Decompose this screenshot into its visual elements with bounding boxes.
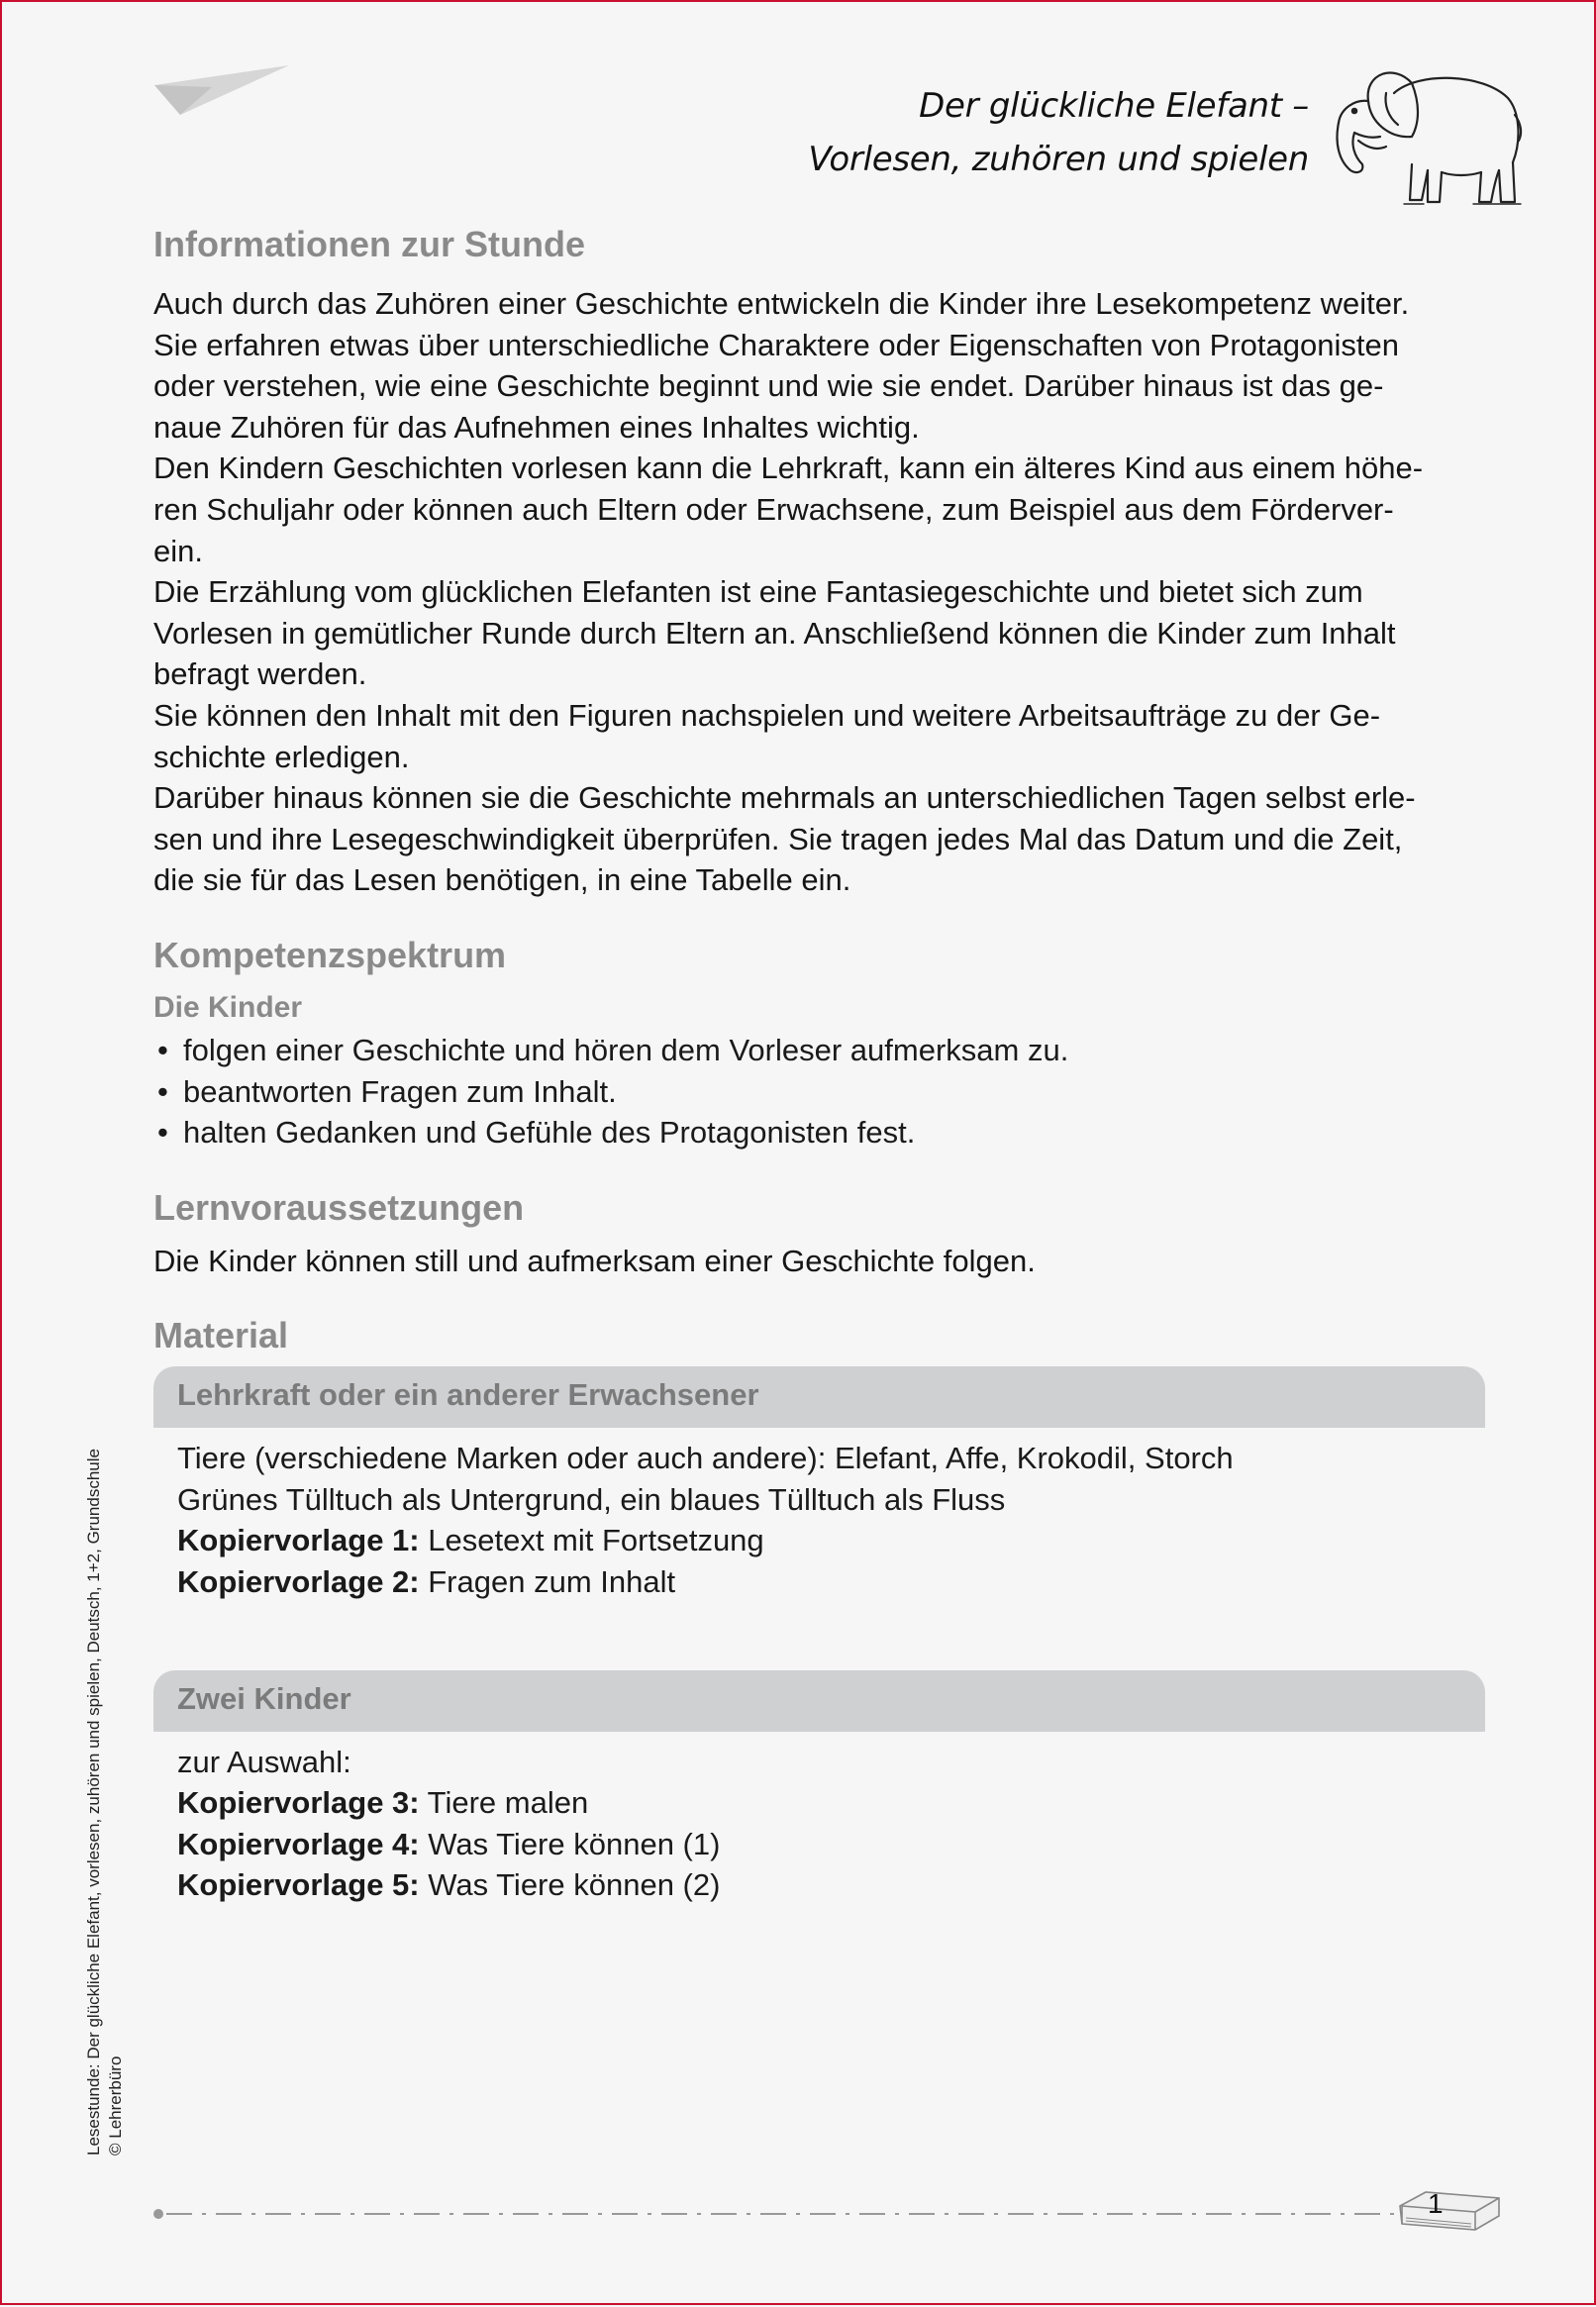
material-item-text: Fragen zum Inhalt — [419, 1564, 676, 1600]
material-box-header: Zwei Kinder — [153, 1670, 1485, 1732]
material-item-text: Was Tiere können (2) — [419, 1867, 721, 1903]
lern-text: Die Kinder können still und aufmerksam einer Geschichte folgen. — [153, 1243, 1036, 1278]
material-box-adult — [153, 1366, 1485, 1602]
material-item — [177, 1782, 1485, 1824]
book-icon — [1396, 2186, 1505, 2236]
material-item-label: Kopiervorlage 5: — [177, 1867, 420, 1903]
material-item-label: Kopiervorlage 1: — [177, 1523, 420, 1558]
material-item-text: Was Tiere können (1) — [419, 1826, 721, 1861]
material-box-body — [153, 1428, 1485, 1602]
section-title-lernvoraussetzungen: Lernvoraussetzungen — [153, 1186, 525, 1228]
material-line: Grünes Tülltuch als Untergrund, ein blaues Tülltuch als Fluss — [177, 1481, 1006, 1517]
info-line: Den Kindern Geschichten vorlesen kann die Lehrkraft, kann ein älteres Kind aus einem höhe- — [153, 451, 1424, 486]
info-line: sen und ihre Lesegeschwindigkeit überprüfen. Sie tragen jedes Mal das Datum und die Zeit, — [153, 821, 1403, 856]
section-title-kompetenzspektrum: Kompetenzspektrum — [153, 934, 507, 975]
page-number: 1 — [1428, 2188, 1444, 2219]
kompetenz-sub-label: Die Kinder — [153, 990, 303, 1024]
info-line: die sie für das Lesen benötigen, in eine Tabelle ein. — [153, 862, 851, 898]
info-line: schichte erledigen. — [153, 739, 410, 774]
material-item-label: Kopiervorlage 2: — [177, 1564, 420, 1600]
sidebar-credit-line-1: Lesestunde: Der glückliche Elefant, vorlesen, zuhören und spielen, Deutsch, 1+2, Grundschule — [84, 1449, 103, 2156]
material-box-body — [153, 1732, 1485, 1906]
worksheet-page — [2, 2, 1596, 2307]
material-line: zur Auswahl: — [177, 1744, 351, 1779]
material-item — [177, 1561, 1485, 1603]
material-item-label: Kopiervorlage 3: — [177, 1785, 420, 1821]
footer-divider — [152, 2206, 1499, 2226]
section-title-informationen: Informationen zur Stunde — [153, 224, 585, 264]
info-line: naue Zuhören für das Aufnehmen eines Inhaltes wichtig. — [153, 409, 920, 445]
material-box-header: Lehrkraft oder ein anderer Erwachsener — [153, 1366, 1485, 1428]
list-item: • halten Gedanken und Gefühle des Protagonisten fest. — [153, 1112, 1485, 1154]
material-item — [177, 1520, 1485, 1561]
material-item-label: Kopiervorlage 4: — [177, 1826, 420, 1861]
title-line-1: Der glückliche Elefant – — [919, 86, 1309, 126]
info-line: befragt werden. — [153, 656, 367, 692]
info-line: Vorlesen in gemütlicher Runde durch Eltern an. Anschließend können die Kinder zum Inhalt — [153, 615, 1396, 651]
material-item-text: Tiere malen — [419, 1785, 589, 1821]
kompetenz-list — [153, 1030, 1485, 1154]
info-line: ren Schuljahr oder können auch Eltern oder Erwachsene, zum Beispiel aus dem Förderver- — [153, 491, 1394, 527]
material-line: Tiere (verschiedene Marken oder auch andere): Elefant, Affe, Krokodil, Storch — [177, 1441, 1234, 1476]
list-item: • beantworten Fragen zum Inhalt. — [153, 1071, 1485, 1113]
section-title-material: Material — [153, 1315, 289, 1356]
sidebar-credit — [83, 1449, 127, 2156]
info-line: oder verstehen, wie eine Geschichte beginnt und wie sie endet. Darüber hinaus ist das ge- — [153, 368, 1384, 404]
title-line-2: Vorlesen, zuhören und spielen — [808, 140, 1309, 179]
info-paragraph — [153, 283, 1485, 901]
sidebar-credit-line-2: © Lehrerbüro — [106, 2056, 125, 2156]
info-line: Sie können den Inhalt mit den Figuren nachspielen und weitere Arbeitsaufträge zu der Ge- — [153, 697, 1381, 733]
material-item-text: Lesetext mit Fortsetzung — [419, 1523, 764, 1558]
material-box-children — [153, 1670, 1485, 1906]
paper-plane-corner-icon — [152, 63, 291, 119]
info-line: ein. — [153, 533, 203, 568]
main-content — [153, 220, 1485, 1906]
page-title — [808, 79, 1309, 186]
info-line: Darüber hinaus können sie die Geschichte mehrmals an unterschiedlichen Tagen selbst erle- — [153, 780, 1416, 816]
info-line: Sie erfahren etwas über unterschiedliche Charaktere oder Eigenschaften von Protagonisten — [153, 327, 1399, 362]
list-item: • folgen einer Geschichte und hören dem Vorleser aufmerksam zu. — [153, 1030, 1485, 1071]
material-item — [177, 1864, 1485, 1906]
material-item — [177, 1824, 1485, 1865]
elephant-icon — [1325, 53, 1523, 212]
info-line: Auch durch das Zuhören einer Geschichte entwickeln die Kinder ihre Lesekompetenz weiter. — [153, 286, 1410, 321]
info-line: Die Erzählung vom glücklichen Elefanten ist eine Fantasiegeschichte und bietet sich zum — [153, 574, 1363, 610]
